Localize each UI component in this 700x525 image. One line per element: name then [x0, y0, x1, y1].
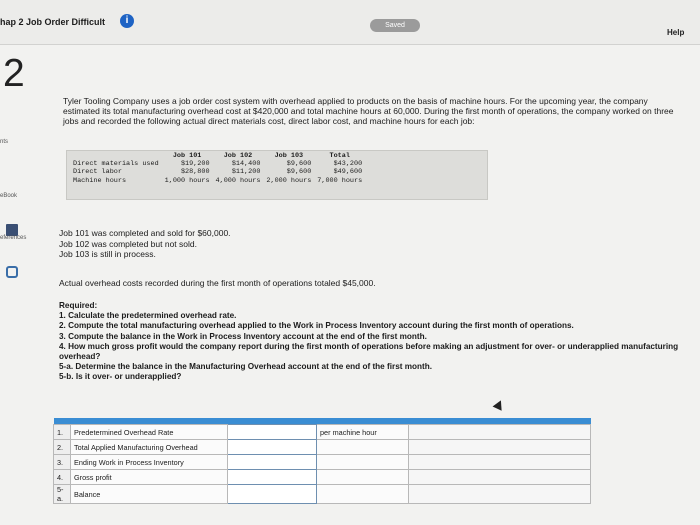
unit-label [317, 455, 409, 470]
unit-label [317, 485, 409, 504]
table-row [73, 160, 368, 168]
row-number: 4. [54, 470, 71, 485]
required-item: 4. How much gross profit would the company report during the first month of operations before making an adjustment for over- or underapplied manufacturing overhead? [59, 341, 679, 362]
job-cost-table [66, 150, 488, 200]
row-label: Total Applied Manufacturing Overhead [71, 440, 228, 455]
row-label: Machine hours [73, 176, 127, 185]
ebook-link[interactable]: eBook [0, 193, 18, 199]
chapter-title: hap 2 Job Order Difficult [0, 17, 106, 27]
unit-label: per machine hour [317, 425, 409, 440]
points-label: nts [0, 139, 9, 145]
cell: $19,200 [180, 160, 210, 169]
col-header: Total [329, 152, 350, 160]
required-item: 1. Calculate the predetermined overhead rate. [59, 311, 237, 321]
required-item: 3. Compute the balance in the Work in Process Inventory account at the end of the first month. [59, 331, 427, 341]
cell: $11,200 [231, 168, 261, 177]
cell: 7,000 hours [317, 176, 363, 185]
cell: $9,600 [286, 168, 312, 177]
row-label: Balance [71, 485, 228, 504]
answer-row [54, 485, 591, 504]
row-label: Predetermined Overhead Rate [71, 425, 228, 440]
cell: $49,600 [333, 168, 363, 177]
references-icon[interactable] [6, 266, 18, 278]
col-header: Job 103 [274, 152, 304, 160]
row-label: Gross profit [71, 470, 228, 485]
mouse-cursor-icon [493, 398, 506, 410]
references-link[interactable]: eferences [0, 235, 27, 241]
help-link[interactable]: Help [667, 28, 685, 37]
unit-label [317, 440, 409, 455]
cell: $28,800 [180, 168, 210, 177]
actual-overhead-text: Actual overhead costs recorded during the first month of operations totaled $45,000. [59, 278, 376, 288]
row-label: Ending Work in Process Inventory [71, 455, 228, 470]
cell: $9,600 [286, 160, 312, 169]
required-item: 5-b. Is it over- or underapplied? [59, 372, 182, 382]
info-icon[interactable]: i [120, 14, 134, 28]
left-sidebar [0, 44, 44, 525]
cell: $43,200 [333, 160, 363, 169]
fact-line: Job 102 was completed but not sold. [59, 238, 197, 249]
required-item: 2. Compute the total manufacturing overhead applied to the Work in Process Inventory account during the first month of operations. [59, 321, 574, 331]
answer-table [53, 418, 591, 504]
row-number: 1. [54, 425, 71, 440]
answer-input[interactable] [228, 485, 317, 504]
answer-row [54, 455, 591, 470]
cell: 4,000 hours [215, 176, 261, 185]
required-heading: Required: [59, 301, 98, 310]
answer-row [54, 440, 591, 455]
answer-input[interactable] [228, 470, 317, 485]
fact-line: Job 101 was completed and sold for $60,000. [59, 228, 231, 238]
row-label: Direct materials used [73, 160, 159, 169]
table-row [73, 177, 368, 185]
job-facts [59, 228, 231, 260]
fact-line: Job 103 is still in process. [59, 249, 156, 259]
cell: $14,400 [231, 160, 261, 169]
required-section [59, 301, 689, 383]
answer-input[interactable] [228, 440, 317, 455]
saved-button[interactable]: Saved [370, 19, 420, 32]
answer-input[interactable] [228, 425, 317, 440]
top-bar [0, 0, 700, 45]
unit-label [317, 470, 409, 485]
row-number: 3. [54, 455, 71, 470]
question-intro: Tyler Tooling Company uses a job order cost system with overhead applied to products on the basis of machine hours. For the upcoming year, the company estimated its total manufacturing overhead cost at $420,000 and total machine hours at 60,000. During the first month of operations, the company worked on three jobs and recorded the following actual direct materials cost, direct labor cost, and machine hours for each job: [63, 96, 674, 127]
cell: 2,000 hours [266, 176, 312, 185]
col-header: Job 102 [223, 152, 253, 160]
answer-row [54, 425, 591, 440]
required-item: 5-a. Determine the balance in the Manufacturing Overhead account at the end of the first month. [59, 362, 433, 372]
answer-input[interactable] [228, 455, 317, 470]
row-number: 2. [54, 440, 71, 455]
table-row [73, 168, 368, 176]
row-label: Direct labor [73, 168, 122, 177]
answer-row [54, 470, 591, 485]
col-header: Job 101 [172, 152, 202, 160]
row-number: 5-a. [54, 485, 71, 504]
cell: 1,000 hours [164, 176, 210, 185]
question-number: 2 [3, 52, 25, 95]
